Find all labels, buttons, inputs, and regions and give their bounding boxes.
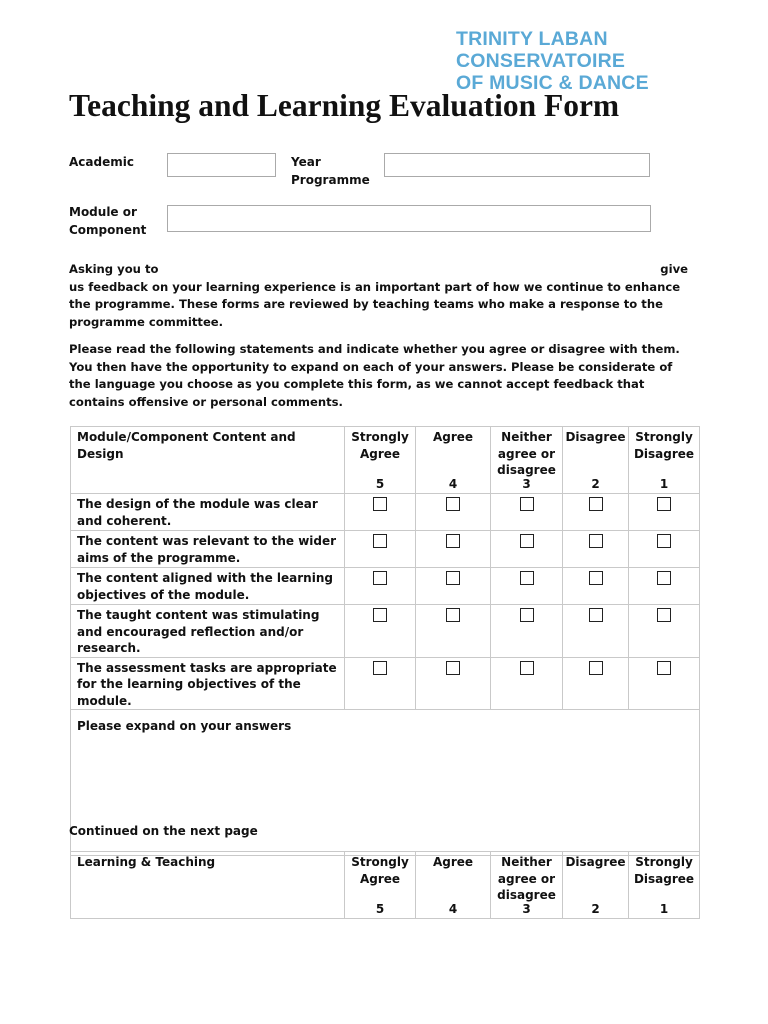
col-neither: Neither agree or disagree 3	[491, 852, 563, 919]
checkbox-strongly-disagree[interactable]	[657, 534, 671, 548]
section-heading: Learning & Teaching	[71, 852, 345, 919]
checkbox-strongly-agree[interactable]	[373, 534, 387, 548]
col-disagree: Disagree 2	[563, 852, 629, 919]
section-heading: Module/Component Content and Design	[71, 427, 345, 494]
logo-line-1: TRINITY LABAN CONSERVATOIRE	[456, 28, 626, 72]
continued-note: Continued on the next page	[69, 824, 258, 838]
learning-teaching-table	[70, 851, 700, 919]
checkbox-neither[interactable]	[520, 661, 534, 675]
checkbox-neither[interactable]	[520, 608, 534, 622]
checkbox-strongly-agree[interactable]	[373, 608, 387, 622]
academic-label: Academic	[69, 155, 134, 169]
table-row	[71, 605, 700, 658]
statement-text: The design of the module was clear and coherent.	[71, 494, 345, 531]
institution-logo	[456, 28, 746, 94]
checkbox-neither[interactable]	[520, 497, 534, 511]
intro-paragraph-1	[69, 261, 691, 331]
academic-year-input[interactable]	[167, 153, 276, 177]
checkbox-strongly-agree[interactable]	[373, 661, 387, 675]
programme-label: Year Programme	[291, 155, 370, 187]
checkbox-strongly-disagree[interactable]	[657, 608, 671, 622]
module-label: Module or Component	[69, 205, 147, 237]
programme-input[interactable]	[384, 153, 650, 177]
checkbox-disagree[interactable]	[589, 608, 603, 622]
checkbox-agree[interactable]	[446, 571, 460, 585]
table-row	[71, 531, 700, 568]
page-title: Teaching and Learning Evaluation Form	[69, 88, 620, 123]
col-strongly-disagree: Strongly Disagree 1	[629, 852, 700, 919]
table-row	[71, 494, 700, 531]
checkbox-strongly-disagree[interactable]	[657, 497, 671, 511]
intro-rest: us feedback on your learning experience is an important part of how we continue to enhance the programme. These forms are reviewed by teaching teams who make a response to the programme committee.	[69, 279, 681, 329]
checkbox-agree[interactable]	[446, 497, 460, 511]
col-agree: Agree 4	[416, 427, 491, 494]
module-input[interactable]	[167, 205, 651, 232]
table-row	[71, 657, 700, 710]
col-strongly-disagree: Strongly Disagree 1	[629, 427, 700, 494]
table-header-row	[71, 427, 700, 494]
checkbox-disagree[interactable]	[589, 534, 603, 548]
col-agree: Agree 4	[416, 852, 491, 919]
col-strongly-agree: Strongly Agree 5	[345, 427, 416, 494]
checkbox-strongly-agree[interactable]	[373, 571, 387, 585]
checkbox-strongly-disagree[interactable]	[657, 661, 671, 675]
col-disagree: Disagree 2	[563, 427, 629, 494]
checkbox-disagree[interactable]	[589, 571, 603, 585]
intro-give: give	[660, 262, 688, 276]
checkbox-agree[interactable]	[446, 608, 460, 622]
logo-line-2: OF MUSIC & DANCE	[456, 72, 649, 94]
statement-text: The taught content was stimulating and encouraged reflection and/or research.	[71, 605, 345, 658]
checkbox-strongly-agree[interactable]	[373, 497, 387, 511]
col-strongly-agree: Strongly Agree 5	[345, 852, 416, 919]
checkbox-disagree[interactable]	[589, 497, 603, 511]
checkbox-strongly-disagree[interactable]	[657, 571, 671, 585]
checkbox-neither[interactable]	[520, 534, 534, 548]
col-neither: Neither agree or disagree 3	[491, 427, 563, 494]
checkbox-agree[interactable]	[446, 661, 460, 675]
expand-answers-label: Please expand on your answers	[77, 719, 292, 733]
statement-text: The assessment tasks are appropriate for the learning objectives of the module.	[71, 657, 345, 710]
checkbox-neither[interactable]	[520, 571, 534, 585]
statement-text: The content aligned with the learning objectives of the module.	[71, 568, 345, 605]
content-design-table	[70, 426, 700, 856]
checkbox-agree[interactable]	[446, 534, 460, 548]
intro-paragraph-2: Please read the following statements and indicate whether you agree or disagree with them. You then have the opportunity to expand on each of your answers. Please be considerate of the language you choose as you complete this form, as we cannot accept feedback that contains offensive or personal comments.	[69, 342, 680, 409]
intro-start: Asking you to	[69, 262, 159, 276]
statement-text: The content was relevant to the wider aims of the programme.	[71, 531, 345, 568]
checkbox-disagree[interactable]	[589, 661, 603, 675]
table-row	[71, 568, 700, 605]
table-header-row	[71, 852, 700, 919]
